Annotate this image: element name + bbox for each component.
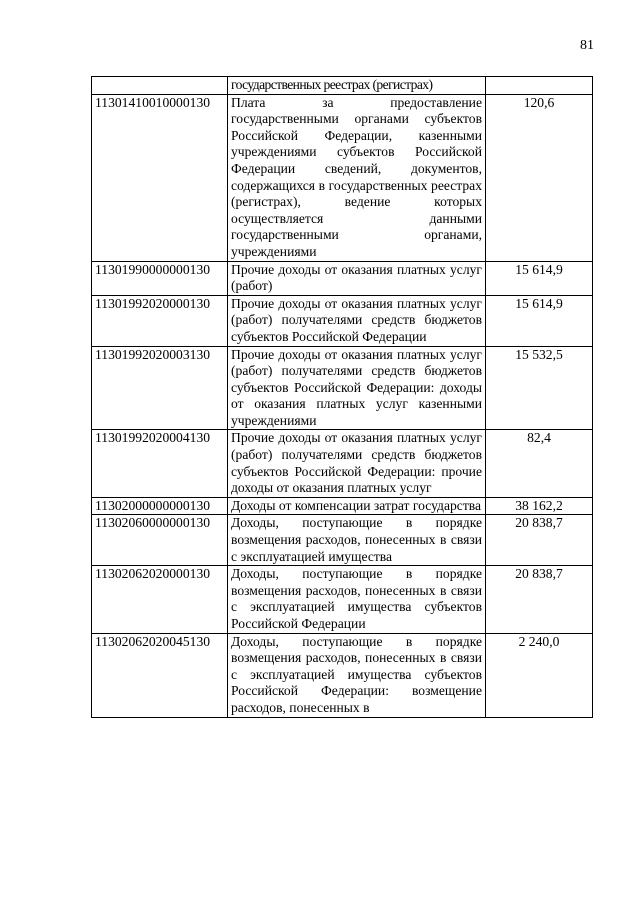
revenue-amount: 15 614,9 [486, 261, 593, 295]
revenue-code: 11302062020045130 [92, 633, 228, 717]
revenue-description: государственных реестрах (регистрах) [228, 77, 486, 95]
revenue-amount: 20 838,7 [486, 566, 593, 633]
table-row [92, 430, 593, 497]
revenue-amount: 82,4 [486, 430, 593, 497]
revenue-description: Доходы, поступающие в порядке возмещения расходов, понесенных в связи с эксплуатацией имущества [228, 515, 486, 566]
table-row [92, 633, 593, 717]
revenue-table-body [92, 77, 593, 718]
revenue-amount: 2 240,0 [486, 633, 593, 717]
page-number: 81 [580, 38, 594, 53]
table-row [92, 515, 593, 566]
revenue-amount: 15 532,5 [486, 346, 593, 430]
table-row [92, 295, 593, 346]
revenue-description: Доходы, поступающие в порядке возмещения расходов, понесенных в связи с эксплуатацией имущества субъектов Российской Федерации [228, 566, 486, 633]
revenue-description: Доходы, поступающие в порядке возмещения расходов, понесенных в связи с эксплуатацией имущества субъектов Российской Федерации: возмещение расходов, понесенных в [228, 633, 486, 717]
revenue-code: 11302000000000130 [92, 497, 228, 515]
revenue-code: 11301990000000130 [92, 261, 228, 295]
revenue-code: 11301992020000130 [92, 295, 228, 346]
revenue-description: Прочие доходы от оказания платных услуг (работ) получателями средств бюджетов субъектов Российской Федерации [228, 295, 486, 346]
table-row [92, 346, 593, 430]
revenue-description: Прочие доходы от оказания платных услуг (работ) получателями средств бюджетов субъектов Российской Федерации: прочие доходы от оказания платных услуг [228, 430, 486, 497]
revenue-amount [486, 77, 593, 95]
revenue-description: Прочие доходы от оказания платных услуг (работ) [228, 261, 486, 295]
revenue-amount: 38 162,2 [486, 497, 593, 515]
revenue-amount: 120,6 [486, 94, 593, 261]
revenue-code [92, 77, 228, 95]
revenue-code: 11301992020004130 [92, 430, 228, 497]
revenue-amount: 15 614,9 [486, 295, 593, 346]
revenue-description: Плата за предоставление государственными органами субъектов Российской Федерации, казенными учреждениями субъектов Российской Федерации сведений, документов, содержащихся в государственных реестрах (регистрах), ведение которых осуществляется данными государственными органами, учреждениями [228, 94, 486, 261]
table-row [92, 261, 593, 295]
revenue-code: 11302060000000130 [92, 515, 228, 566]
table-row [92, 566, 593, 633]
table-row [92, 94, 593, 261]
revenue-description: Доходы от компенсации затрат государства [228, 497, 486, 515]
revenue-code: 11302062020000130 [92, 566, 228, 633]
revenue-amount: 20 838,7 [486, 515, 593, 566]
revenue-description: Прочие доходы от оказания платных услуг (работ) получателями средств бюджетов субъектов Российской Федерации: доходы от оказания платных услуг казенными учреждениями [228, 346, 486, 430]
revenue-table [91, 76, 593, 718]
revenue-code: 11301992020003130 [92, 346, 228, 430]
revenue-code: 11301410010000130 [92, 94, 228, 261]
table-row [92, 497, 593, 515]
table-row [92, 77, 593, 95]
